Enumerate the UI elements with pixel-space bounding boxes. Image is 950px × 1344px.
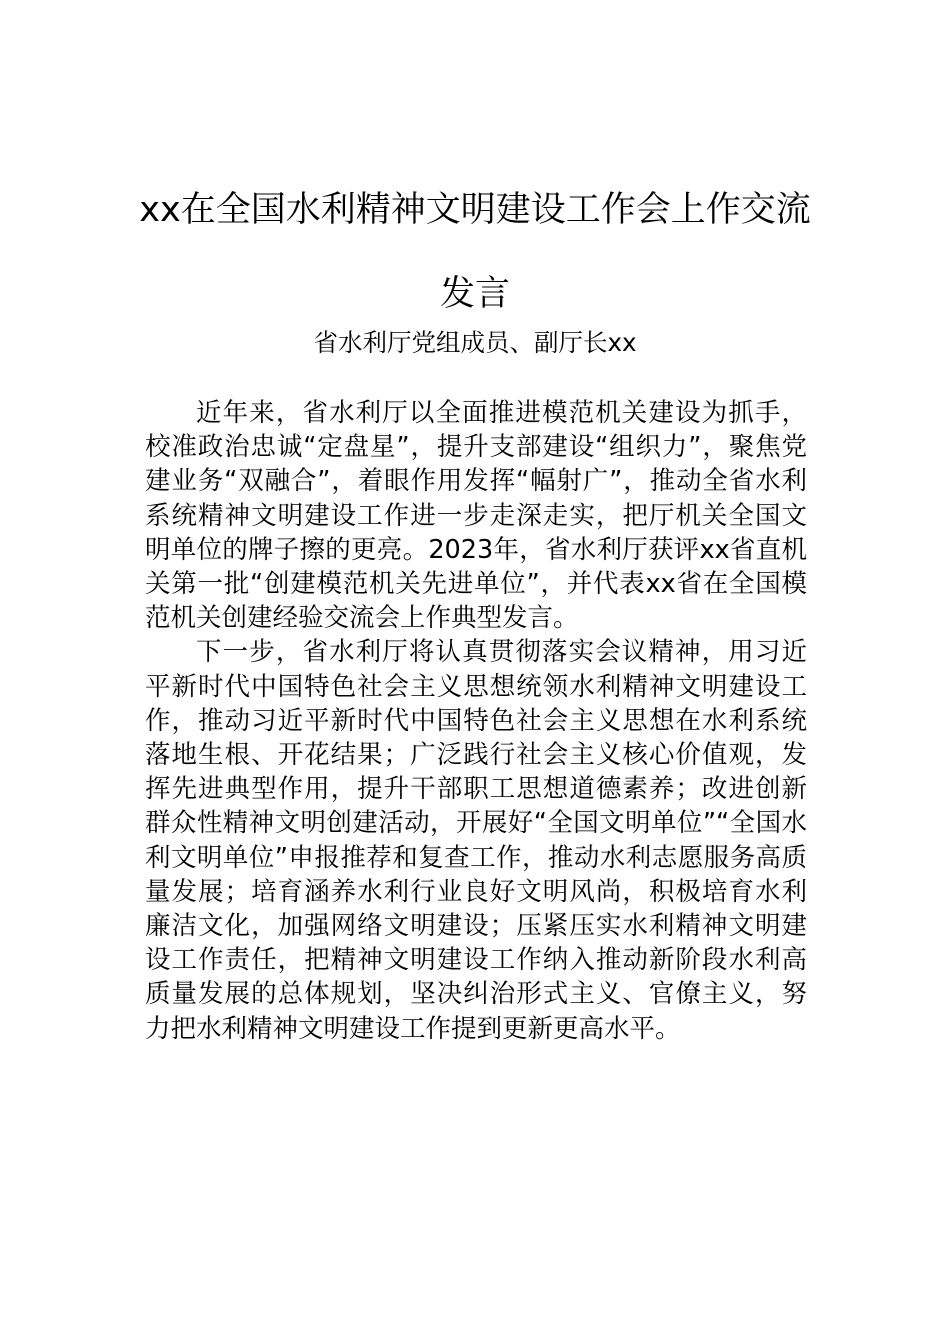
paragraph: 近年来，省水利厅以全面推进模范机关建设为抓手，校准政治忠诚“定盘星”，提升支部建设“组织力”，聚焦党建业务“双融合”，着眼作用发挥“幅射广”，推动全省水利系统精神文明建设工作进一步走深走实，把厅机关全国文明单位的牌子擦的更亮。2023年，省水利厅获评xx省直机关第一批“创建模范机关先进单位”，并代表xx省在全国模范机关创建经验交流会上作典型发言。	[145, 398, 807, 634]
paragraph: 下一步，省水利厅将认真贯彻落实会议精神，用习近平新时代中国特色社会主义思想统领水利精神文明建设工作，推动习近平新时代中国特色社会主义思想在水利系统落地生根、开花结果；广泛践行社会主义核心价值观，发挥先进典型作用，提升干部职工思想道德素养；改进创新群众性精神文明创建活动，开展好“全国文明单位”“全国水利文明单位”申报推荐和复查工作，推动水利志愿服务高质量发展；培育涵养水利行业良好文明风尚，积极培育水利廉洁文化，加强网络文明建设；压紧压实水利精神文明建设工作责任，把精神文明建设工作纳入推动新阶段水利高质量发展的总体规划，坚决纠治形式主义、官僚主义，努力把水利精神文明建设工作提到更新更高水平。	[145, 637, 807, 1044]
document-body	[145, 396, 807, 1046]
document-title: xx在全国水利精神文明建设工作会上作交流发言	[139, 190, 811, 314]
author-line: 省水利厅党组成员、副厅长xx	[313, 328, 637, 357]
